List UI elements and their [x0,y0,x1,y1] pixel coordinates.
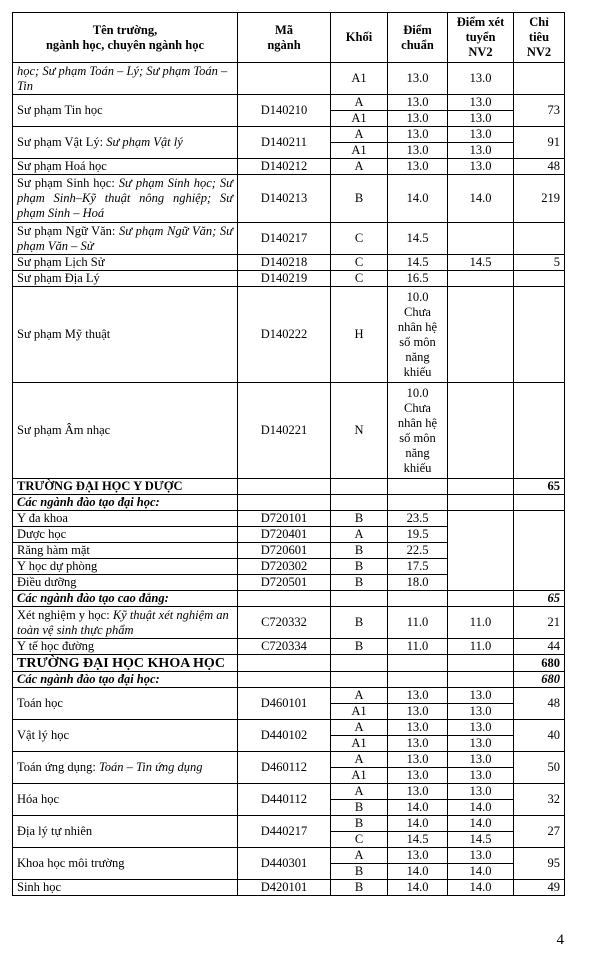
subsection-title: Các ngành đào tạo cao đẳng: [13,591,238,607]
section-row [13,479,565,495]
major-name: Hóa học [13,784,238,816]
block-cell: B [331,175,388,223]
major-name [13,127,238,159]
cutoff-cell: 14.0 [388,175,448,223]
major-code: D720401 [238,527,331,543]
major-code: D140212 [238,159,331,175]
table-row [13,880,565,896]
block-cell: A [331,527,388,543]
table-row [13,223,565,255]
block-cell: A1 [331,63,388,95]
major-code: D460101 [238,688,331,720]
table-row [13,127,565,143]
header-row [13,13,565,63]
block-cell: A [331,720,388,736]
header-code: Mã ngành [238,13,331,63]
major-name [13,175,238,223]
subsection-title: Các ngành đào tạo đại học: [13,672,238,688]
cutoff-cell: 17.5 [388,559,448,575]
major-name: Sư phạm Địa Lý [13,271,238,287]
quota-cell: 95 [514,848,565,880]
major-name: Toán học [13,688,238,720]
page-number: 4 [556,932,564,948]
quota-cell [514,287,565,383]
major-name-specialty: Sư phạm Sinh học; Sư phạm Sinh–Kỹ thuật nông nghiệp; Sư phạm Sinh – Hoá [17,176,233,220]
quota-cell [514,271,565,287]
major-name [13,607,238,639]
subsection-quota: 65 [514,591,565,607]
table-row [13,752,565,768]
quota-cell: 48 [514,688,565,720]
nv2-cell: 13.0 [448,784,514,800]
cutoff-cell: 13.0 [388,95,448,111]
table-row [13,688,565,704]
cutoff-cell: 13.0 [388,688,448,704]
major-name: Dược học [13,527,238,543]
block-cell: B [331,816,388,832]
block-cell: A1 [331,704,388,720]
major-code: D140217 [238,223,331,255]
major-name: Răng hàm mặt [13,543,238,559]
cutoff-cell: 13.0 [388,704,448,720]
major-code: D440301 [238,848,331,880]
table-row [13,175,565,223]
major-code: C720334 [238,639,331,655]
major-name: học; Sư phạm Toán – Lý; Sư phạm Toán – Tin [13,63,238,95]
cutoff-cell: 10.0 Chưa nhân hệ số môn năng khiếu [388,383,448,479]
block-cell: C [331,271,388,287]
table-row [13,255,565,271]
table-row [13,639,565,655]
major-name-specialty: Sư phạm Vật lý [106,135,183,149]
nv2-cell: 13.0 [448,704,514,720]
table-row [13,159,565,175]
cutoff-cell: 13.0 [388,768,448,784]
quota-cell: 73 [514,95,565,127]
block-cell: A1 [331,111,388,127]
nv2-cell [448,223,514,255]
table-row [13,95,565,111]
block-cell: B [331,575,388,591]
header-nv2-score: Điểm xét tuyển NV2 [448,13,514,63]
block-cell: A [331,95,388,111]
section-quota: 680 [514,655,565,672]
cutoff-cell: 13.0 [388,127,448,143]
cutoff-cell: 22.5 [388,543,448,559]
cutoff-cell: 14.5 [388,223,448,255]
nv2-cell: 14.0 [448,800,514,816]
cutoff-cell: 14.0 [388,800,448,816]
major-name: Sư phạm Tin học [13,95,238,127]
major-name-main: Sư phạm Ngữ Văn: [17,223,119,238]
nv2-cell: 11.0 [448,607,514,639]
nv2-cell [448,271,514,287]
major-code: D720101 [238,511,331,527]
block-cell: B [331,864,388,880]
header-name: Tên trường, ngành học, chuyên ngành học [13,13,238,63]
major-name [13,223,238,255]
major-name-specialty: Sư phạm Ngữ Văn; Sư phạm Văn – Sử [17,223,233,253]
block-cell: A [331,752,388,768]
nv2-cell: 13.0 [448,63,514,95]
subsection-row [13,495,565,511]
block-cell: C [331,255,388,271]
cutoff-cell: 23.5 [388,511,448,527]
cutoff-cell: 18.0 [388,575,448,591]
cutoff-cell: 11.0 [388,607,448,639]
section-title: TRƯỜNG ĐẠI HỌC Y DƯỢC [13,479,238,495]
nv2-cell [448,383,514,479]
major-code: D420101 [238,880,331,896]
block-cell: C [331,223,388,255]
major-name [13,752,238,784]
block-cell: A [331,688,388,704]
cutoff-cell: 13.0 [388,848,448,864]
block-cell: B [331,559,388,575]
block-cell: B [331,800,388,816]
quota-cell: 48 [514,159,565,175]
quota-cell: 27 [514,816,565,848]
quota-cell: 91 [514,127,565,159]
section-row [13,655,565,672]
cutoff-cell: 16.5 [388,271,448,287]
quota-cell [514,223,565,255]
cutoff-cell: 11.0 [388,639,448,655]
nv2-cell: 14.5 [448,255,514,271]
quota-cell: 21 [514,607,565,639]
block-cell: A1 [331,768,388,784]
nv2-cell: 13.0 [448,159,514,175]
block-cell: A [331,127,388,143]
major-name: Sư phạm Mỹ thuật [13,287,238,383]
quota-cell: 49 [514,880,565,896]
nv2-cell: 14.0 [448,864,514,880]
major-name-specialty: Kỹ thuật xét nghiệm an toàn vệ sinh thực phẩm [17,607,229,637]
block-cell: B [331,880,388,896]
table-row [13,607,565,639]
subsection-row [13,672,565,688]
cutoff-cell: 19.5 [388,527,448,543]
header-block: Khối [331,13,388,63]
quota-cell: 219 [514,175,565,223]
nv2-cell: 14.0 [448,880,514,896]
nv2-cell [448,511,514,591]
major-name-main: Sư phạm Sinh học: [17,176,119,190]
quota-cell: 32 [514,784,565,816]
nv2-cell: 14.0 [448,816,514,832]
major-name: Y học dự phòng [13,559,238,575]
quota-cell: 5 [514,255,565,271]
major-name: Sư phạm Lịch Sử [13,255,238,271]
nv2-cell: 14.0 [448,175,514,223]
major-name: Địa lý tự nhiên [13,816,238,848]
quota-cell [514,63,565,95]
major-name-main: Xét nghiệm y học: [17,607,113,622]
cutoff-cell: 13.0 [388,752,448,768]
cutoff-cell: 13.0 [388,143,448,159]
header-cutoff: Điểm chuẩn [388,13,448,63]
nv2-cell: 13.0 [448,768,514,784]
major-name-main: Toán ứng dụng: [17,760,99,774]
table-row [13,784,565,800]
major-code: D440102 [238,720,331,752]
subsection-quota: 680 [514,672,565,688]
cutoff-cell: 14.0 [388,880,448,896]
nv2-cell: 11.0 [448,639,514,655]
major-name-specialty: Toán – Tin ứng dụng [98,760,203,774]
major-code: D140213 [238,175,331,223]
section-quota: 65 [514,479,565,495]
subsection-title: Các ngành đào tạo đại học: [13,495,238,511]
major-name: Vật lý học [13,720,238,752]
block-cell: A [331,848,388,864]
cutoff-cell: 10.0 Chưa nhân hệ số môn năng khiếu [388,287,448,383]
nv2-cell: 13.0 [448,95,514,111]
major-name: Y đa khoa [13,511,238,527]
major-name: Y tế học đường [13,639,238,655]
quota-cell [514,511,565,591]
major-code: D720302 [238,559,331,575]
block-cell: B [331,639,388,655]
quota-cell: 40 [514,720,565,752]
major-code: D460112 [238,752,331,784]
section-title: TRƯỜNG ĐẠI HỌC KHOA HỌC [13,655,238,672]
admissions-table [12,12,565,896]
block-cell: A [331,784,388,800]
block-cell: A [331,159,388,175]
table-row [13,63,565,95]
major-name: Sư phạm Âm nhạc [13,383,238,479]
nv2-cell: 13.0 [448,143,514,159]
major-code: D140218 [238,255,331,271]
major-code: D440217 [238,816,331,848]
table-row [13,383,565,479]
cutoff-cell: 14.0 [388,816,448,832]
nv2-cell: 13.0 [448,848,514,864]
major-code [238,63,331,95]
block-cell: B [331,543,388,559]
cutoff-cell: 14.0 [388,864,448,880]
header-quota: Chỉ tiêu NV2 [514,13,565,63]
block-cell: C [331,832,388,848]
major-name: Điều dưỡng [13,575,238,591]
nv2-cell: 13.0 [448,736,514,752]
cutoff-cell: 13.0 [388,736,448,752]
major-code: D140211 [238,127,331,159]
table-row [13,720,565,736]
subsection-row [13,591,565,607]
nv2-cell: 13.0 [448,752,514,768]
cutoff-cell: 14.5 [388,832,448,848]
table-row [13,816,565,832]
major-code: D140219 [238,271,331,287]
cutoff-cell: 13.0 [388,63,448,95]
nv2-cell: 13.0 [448,720,514,736]
cutoff-cell: 13.0 [388,784,448,800]
major-code: D140221 [238,383,331,479]
block-cell: B [331,511,388,527]
nv2-cell: 13.0 [448,127,514,143]
quota-cell: 44 [514,639,565,655]
cutoff-cell: 13.0 [388,111,448,127]
block-cell: H [331,287,388,383]
major-name: Sinh học [13,880,238,896]
major-code: D440112 [238,784,331,816]
quota-cell [514,383,565,479]
block-cell: N [331,383,388,479]
cutoff-cell: 14.5 [388,255,448,271]
block-cell: A1 [331,143,388,159]
nv2-cell: 14.5 [448,832,514,848]
major-code: D140222 [238,287,331,383]
table-row [13,287,565,383]
major-name: Khoa học môi trường [13,848,238,880]
table-row [13,271,565,287]
block-cell: A1 [331,736,388,752]
cutoff-cell: 13.0 [388,159,448,175]
nv2-cell [448,287,514,383]
major-code: C720332 [238,607,331,639]
block-cell: B [331,607,388,639]
major-code: D720501 [238,575,331,591]
table-row [13,848,565,864]
major-name: Sư phạm Hoá học [13,159,238,175]
cutoff-cell: 13.0 [388,720,448,736]
table-row [13,511,565,527]
major-code: D720601 [238,543,331,559]
nv2-cell: 13.0 [448,688,514,704]
nv2-cell: 13.0 [448,111,514,127]
major-name-main: Sư phạm Vật Lý: [17,135,107,149]
quota-cell: 50 [514,752,565,784]
major-code: D140210 [238,95,331,127]
